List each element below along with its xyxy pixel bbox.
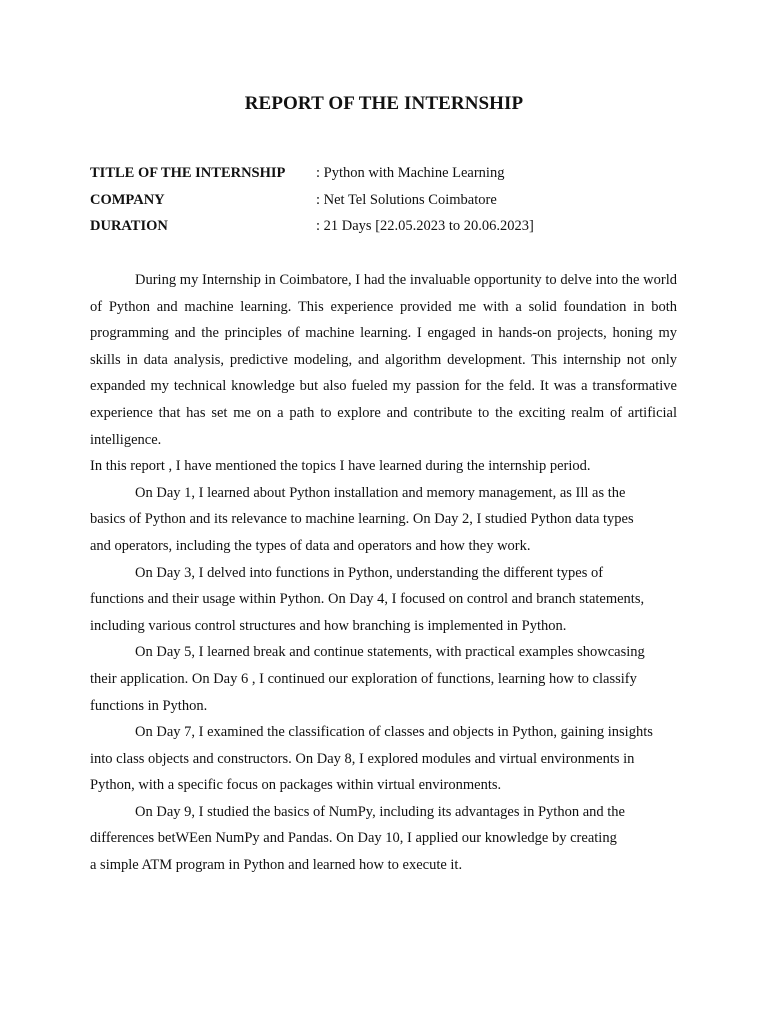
day-paragraph-1: [90, 480, 677, 560]
paragraph-line: On Day 1, I learned about Python installation and memory management, as Ill as the: [135, 484, 626, 501]
day-paragraph-5: [90, 799, 677, 879]
detail-value: : Python with Machine Learning: [316, 165, 505, 181]
detail-key: COMPANY: [90, 191, 165, 208]
report-title: REPORT OF THE INTERNSHIP: [244, 93, 524, 114]
detail-row-duration: [90, 215, 680, 242]
paragraph-line: into class objects and constructors. On Day 8, I explored modules and virtual environments in: [90, 750, 635, 767]
paragraph-line: On Day 5, I learned break and continue statements, with practical examples showcasing: [135, 644, 645, 661]
paragraph-line: basics of Python and its relevance to machine learning. On Day 2, I studied Python data types: [90, 511, 634, 528]
paragraph-line: a simple ATM program in Python and learned how to execute it.: [90, 857, 463, 874]
detail-key: TITLE OF THE INTERNSHIP: [90, 165, 286, 181]
paragraph-line: differences betWEen NumPy and Pandas. On Day 10, I applied our knowledge by creating: [90, 830, 617, 847]
report-body: [90, 267, 677, 879]
paragraph-line: On Day 7, I examined the classification of classes and objects in Python, gaining insights: [135, 724, 653, 741]
paragraph-line: functions and their usage within Python. On Day 4, I focused on control and branch statements,: [90, 591, 645, 608]
paragraph-line: their application. On Day 6 , I continued our exploration of functions, learning how to classify: [90, 670, 637, 687]
paragraph-line: functions in Python.: [90, 697, 208, 714]
paragraph-line: including various control structures and how branching is implemented in Python.: [90, 617, 567, 634]
intro-paragraph: During my Internship in Coimbatore, I had the invaluable opportunity to delve into the world of Python and machine learning. This experience provided me with a solid foundation in both programming and the principles of machine learning. I engaged in hands-on projects, honing my skills in data analysis, predictive modeling, and algorithm development. This internship not only expanded my technical knowledge but also fueled my passion for the feld. It was a transformative experience that has set me on a path to explore and contribute to the exciting realm of artificial intelligence.: [90, 272, 677, 448]
day-paragraph-4: [90, 719, 677, 799]
detail-row-title: [90, 162, 680, 189]
day-paragraph-2: [90, 560, 677, 640]
paragraph-line: and operators, including the types of data and operators and how they work.: [90, 537, 531, 554]
detail-value: : 21 Days [22.05.2023 to 20.06.2023]: [316, 218, 534, 234]
internship-details: [90, 162, 680, 242]
paragraph-line: Python, with a specific focus on packages within virtual environments.: [90, 777, 502, 794]
report-note: In this report , I have mentioned the topics I have learned during the internship period.: [90, 458, 591, 475]
day-paragraph-3: [90, 639, 677, 719]
detail-value: : Net Tel Solutions Coimbatore: [316, 191, 497, 208]
detail-key: DURATION: [90, 218, 168, 234]
paragraph-line: On Day 9, I studied the basics of NumPy, including its advantages in Python and the: [135, 803, 625, 820]
paragraph-line: On Day 3, I delved into functions in Python, understanding the different types of: [135, 564, 604, 581]
detail-row-company: [90, 189, 680, 216]
